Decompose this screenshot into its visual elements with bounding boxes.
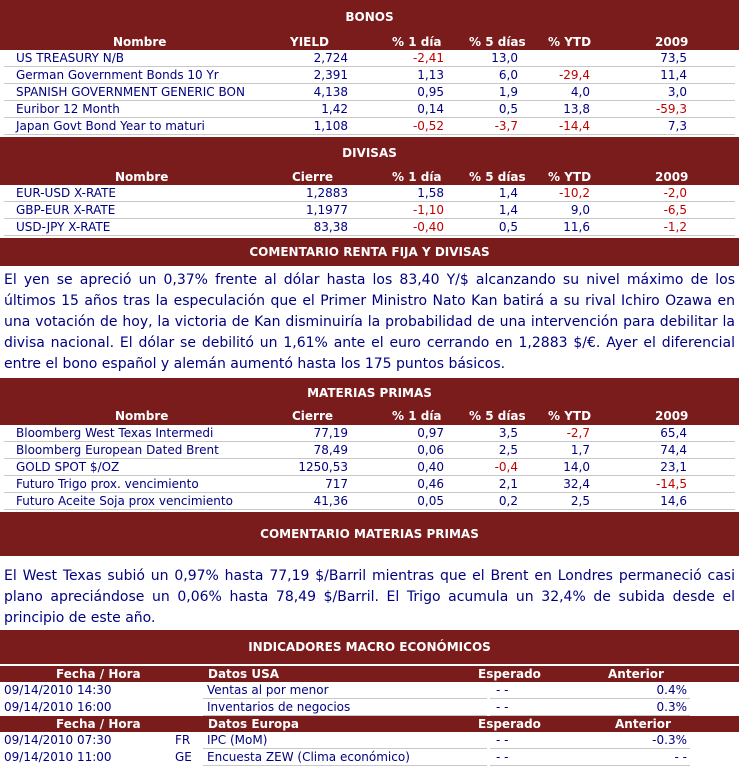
col-5dias: % 5 días (469, 170, 526, 184)
row-country: GE (175, 750, 192, 764)
row-value: 1,1977 (306, 203, 348, 217)
row-value: 9,0 (570, 203, 590, 217)
row-value: 11,6 (563, 220, 590, 234)
macro-row (0, 699, 739, 716)
comentario-mp-text: El West Texas subió un 0,97% hasta 77,19 $/Barril mientras que el Brent en Londres permaneció casi plano apreciándose un 0,06% hasta 78,49 $/Barril. El Trigo acumula un 32,4% de subida desde el principio de este año. (4, 568, 735, 626)
row-name: GBP-EUR X-RATE (16, 203, 116, 217)
row-value: 1,13 (417, 68, 444, 82)
row-value: 1,2883 (306, 186, 348, 200)
materias-column-headers (0, 408, 739, 425)
table-row (0, 425, 739, 442)
row-country: FR (175, 733, 191, 747)
row-value: 2,1 (498, 477, 518, 491)
row-value: 0,46 (417, 477, 444, 491)
row-expected: - - (496, 750, 509, 764)
row-value: 0,05 (417, 494, 444, 508)
row-value: 4,138 (313, 85, 348, 99)
row-value: -1,2 (663, 220, 687, 234)
row-expected: - - (496, 683, 509, 697)
row-name: US TREASURY N/B (16, 51, 125, 65)
row-value: 32,4 (563, 477, 590, 491)
row-date: 09/14/2010 07:30 (4, 733, 112, 747)
row-divider (4, 509, 735, 510)
row-value: 6,0 (498, 68, 518, 82)
row-name: SPANISH GOVERNMENT GENERIC BON (16, 85, 245, 99)
col-esperado: Esperado (478, 667, 541, 681)
row-value: -2,0 (663, 186, 687, 200)
row-date: 09/14/2010 14:30 (4, 683, 112, 697)
row-value: -1,10 (412, 203, 444, 217)
row-value: -10,2 (558, 186, 590, 200)
macro-usa-headers (0, 666, 739, 682)
row-value: 717 (325, 477, 348, 491)
col-fecha: Fecha / Hora (56, 667, 141, 681)
col-esperado: Esperado (478, 717, 541, 731)
col-anterior: Anterior (608, 667, 664, 681)
row-value: 1,7 (570, 443, 590, 457)
col-fecha: Fecha / Hora (56, 717, 141, 731)
row-expected: - - (496, 700, 509, 714)
col-cierre: Cierre (292, 409, 334, 423)
col-ytd: % YTD (548, 409, 592, 423)
row-previous: 0.4% (656, 683, 687, 697)
row-value: 0,2 (498, 494, 518, 508)
row-value: -0,40 (412, 220, 444, 234)
table-row (0, 50, 739, 67)
row-expected: - - (496, 733, 509, 747)
row-value: 2,5 (570, 494, 590, 508)
comentario-rf-text: El yen se apreció un 0,37% frente al dólar hasta los 83,40 Y/$ alcanzando su nivel máximo de los últimos 15 años tras la especulación que el Primer Ministro Nato Kan batirá a su rival Ichiro Ozawa en una votación de hoy, la victoria de Kan disminuiría la probabilidad de una intervención para debilitar la divisa nacional. El dólar se debilitó un 1,61% ante el euro cerrando en 1,2883 $/€. Ayer el diferencial entre el bono español y alemán aumentó hasta los 175 puntos básicos. (4, 272, 735, 372)
macro-row (0, 749, 739, 766)
comentario-rf-title: COMENTARIO RENTA FIJA Y DIVISAS (0, 238, 739, 266)
row-date: 09/14/2010 11:00 (4, 750, 112, 764)
table-row (0, 202, 739, 219)
divisas-column-headers (0, 169, 739, 185)
row-value: 74,4 (660, 443, 687, 457)
col-nombre: Nombre (115, 170, 169, 184)
row-value: 83,38 (313, 220, 348, 234)
row-name: Futuro Aceite Soja prox vencimiento (16, 494, 233, 508)
row-value: 1,9 (498, 85, 518, 99)
row-divider (4, 134, 735, 135)
row-value: -2,7 (566, 426, 590, 440)
col-5dias: % 5 días (469, 409, 526, 423)
divisas-table (0, 185, 739, 236)
row-value: -59,3 (655, 102, 687, 116)
row-name: USD-JPY X-RATE (16, 220, 111, 234)
row-value: 1250,53 (298, 460, 348, 474)
table-row (0, 493, 739, 510)
row-name: Futuro Trigo prox. vencimiento (16, 477, 199, 491)
row-value: -6,5 (663, 203, 687, 217)
row-value: 3,5 (498, 426, 518, 440)
row-previous: -0.3% (652, 733, 687, 747)
row-value: -3,7 (494, 119, 518, 133)
row-value: 41,36 (313, 494, 348, 508)
table-row (0, 219, 739, 236)
row-value: 1,58 (417, 186, 444, 200)
row-name: Bloomberg West Texas Intermedi (16, 426, 214, 440)
row-value: 0,40 (417, 460, 444, 474)
col-nombre: Nombre (113, 35, 167, 49)
col-2009: 2009 (655, 409, 689, 423)
row-value: 7,3 (667, 119, 687, 133)
row-value: 0,95 (417, 85, 444, 99)
table-row (0, 459, 739, 476)
col-ytd: % YTD (548, 35, 592, 49)
col-ytd: % YTD (548, 170, 592, 184)
table-row (0, 185, 739, 202)
materias-table (0, 425, 739, 510)
col-cierre: Cierre (292, 170, 334, 184)
row-value: 2,391 (313, 68, 348, 82)
col-anterior: Anterior (615, 717, 671, 731)
col-yield: YIELD (290, 35, 329, 49)
row-value: 14,0 (563, 460, 590, 474)
row-value: 14,6 (660, 494, 687, 508)
comentario-mp-title: COMENTARIO MATERIAS PRIMAS (0, 512, 739, 556)
row-indicator: Encuesta ZEW (Clima económico) (207, 750, 410, 764)
row-value: 0,06 (417, 443, 444, 457)
table-row (0, 84, 739, 101)
table-row (0, 67, 739, 84)
table-row (0, 476, 739, 493)
row-value: 65,4 (660, 426, 687, 440)
bonos-table (0, 50, 739, 135)
row-value: -29,4 (558, 68, 590, 82)
col-2009: 2009 (655, 170, 689, 184)
col-1dia: % 1 día (392, 409, 442, 423)
macro-row (0, 732, 739, 749)
macro-eu-table (0, 732, 739, 766)
row-value: 0,14 (417, 102, 444, 116)
row-value: 0,5 (498, 102, 518, 116)
col-1dia: % 1 día (392, 35, 442, 49)
row-value: 11,4 (660, 68, 687, 82)
bonos-column-headers (0, 34, 739, 50)
row-name: EUR-USD X-RATE (16, 186, 116, 200)
row-value: 13,8 (563, 102, 590, 116)
divisas-title: DIVISAS (0, 137, 739, 169)
row-value: 0,97 (417, 426, 444, 440)
row-value: 0,5 (498, 220, 518, 234)
row-divider (4, 235, 735, 236)
row-value: -0,4 (494, 460, 518, 474)
row-date: 09/14/2010 16:00 (4, 700, 112, 714)
row-value: -14,5 (655, 477, 687, 491)
bonos-title: BONOS (0, 0, 739, 34)
col-datos-usa: Datos USA (208, 667, 280, 681)
row-value: 73,5 (660, 51, 687, 65)
row-value: 1,108 (313, 119, 348, 133)
col-nombre: Nombre (115, 409, 169, 423)
macro-row (0, 682, 739, 699)
row-name: GOLD SPOT $/OZ (16, 460, 120, 474)
table-row (0, 118, 739, 135)
col-2009: 2009 (655, 35, 689, 49)
row-value: 2,5 (498, 443, 518, 457)
row-previous: - - (674, 750, 687, 764)
macro-eu-headers (0, 716, 739, 732)
table-row (0, 101, 739, 118)
row-value: -2,41 (412, 51, 444, 65)
row-divider (203, 765, 487, 766)
row-value: -0,52 (412, 119, 444, 133)
row-value: 3,0 (667, 85, 687, 99)
row-value: 2,724 (313, 51, 348, 65)
row-value: 1,4 (498, 186, 518, 200)
row-value: 1,4 (498, 203, 518, 217)
materias-title: MATERIAS PRIMAS (0, 378, 739, 408)
col-datos-europa: Datos Europa (208, 717, 299, 731)
row-value: 77,19 (313, 426, 348, 440)
row-value: 78,49 (313, 443, 348, 457)
row-name: Euribor 12 Month (16, 102, 120, 116)
row-name: Japan Govt Bond Year to maturi (16, 119, 205, 133)
row-value: 13,0 (491, 51, 518, 65)
row-value: 23,1 (660, 460, 687, 474)
row-value: 1,42 (321, 102, 348, 116)
row-indicator: IPC (MoM) (207, 733, 268, 747)
row-name: Bloomberg European Dated Brent (16, 443, 219, 457)
row-indicator: Ventas al por menor (207, 683, 329, 697)
row-value: -14,4 (558, 119, 590, 133)
col-1dia: % 1 día (392, 170, 442, 184)
row-indicator: Inventarios de negocios (207, 700, 351, 714)
macro-title: INDICADORES MACRO ECONÓMICOS (0, 630, 739, 664)
row-value: 4,0 (570, 85, 590, 99)
macro-usa-table (0, 682, 739, 716)
table-row (0, 442, 739, 459)
row-divider (490, 765, 690, 766)
col-5dias: % 5 días (469, 35, 526, 49)
row-previous: 0.3% (656, 700, 687, 714)
row-name: German Government Bonds 10 Yr (16, 68, 219, 82)
